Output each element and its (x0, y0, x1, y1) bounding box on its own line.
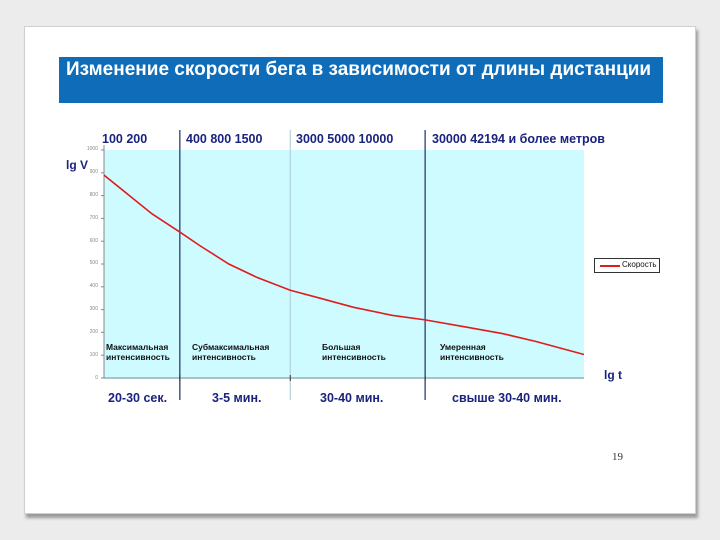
zone-label-max-line1: Максимальная (106, 342, 169, 352)
ytick-1000: 1000 (86, 146, 98, 152)
ytick-200: 200 (89, 329, 98, 335)
ytick-900: 900 (89, 169, 98, 175)
x-axis-label: lg t (604, 368, 622, 382)
ytick-400: 400 (89, 283, 98, 289)
time-label-2: 3-5 мин. (212, 391, 262, 405)
chart-legend (594, 258, 660, 273)
time-label-1: 20-30 сек. (108, 391, 168, 405)
zone-label-large (322, 342, 386, 362)
zone-label-submax-line2: интенсивность (192, 352, 256, 362)
zone-label-moderate-line2: интенсивность (440, 352, 504, 362)
ytick-300: 300 (89, 306, 98, 312)
page-number: 19 (612, 451, 623, 463)
zone-label-moderate-line1: Умеренная (440, 342, 486, 352)
y-axis-label: lg V (66, 158, 89, 172)
legend-series-name: Скорость (622, 260, 657, 269)
zone-label-moderate (440, 342, 504, 362)
ytick-100: 100 (89, 352, 98, 358)
legend-line-swatch (600, 265, 620, 267)
distance-label-1: 100 200 (102, 132, 148, 146)
ytick-700: 700 (89, 215, 98, 221)
time-label-4: свыше 30-40 мин. (452, 391, 562, 405)
distance-label-4: 30000 42194 и более метров (432, 132, 605, 146)
ytick-0: 0 (95, 375, 98, 381)
zone-label-submax (192, 342, 269, 362)
distance-label-3: 3000 5000 10000 (296, 132, 394, 146)
zone-label-max-line2: интенсивность (106, 352, 170, 362)
ytick-600: 600 (89, 238, 98, 244)
series-line-1 (104, 175, 584, 354)
zone-label-large-line2: интенсивность (322, 352, 386, 362)
distance-label-2: 400 800 1500 (186, 132, 263, 146)
zone-label-submax-line1: Субмаксимальная (192, 342, 270, 352)
zone-label-large-line1: Большая (322, 342, 361, 352)
slide-title: Изменение скорости бега в зависимости от длины дистанции (66, 59, 652, 80)
zone-label-max (106, 342, 170, 362)
time-label-3: 30-40 мин. (320, 391, 384, 405)
ytick-500: 500 (89, 260, 98, 266)
ytick-800: 800 (89, 192, 98, 198)
